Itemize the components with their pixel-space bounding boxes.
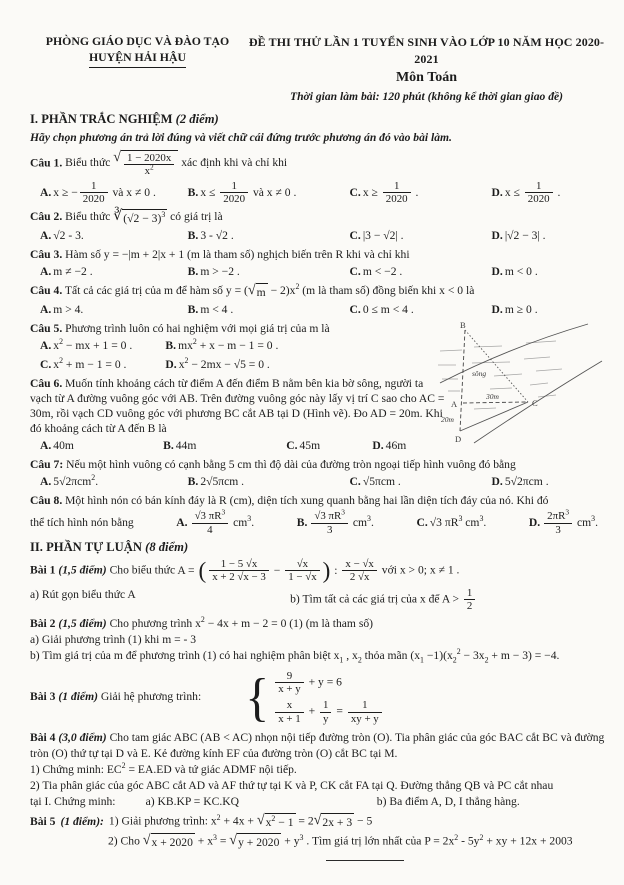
option-1B — [188, 180, 350, 206]
option-letter: D. — [491, 475, 503, 489]
problem-2-label: Bài 2 — [30, 616, 56, 630]
figure-label-B: B — [460, 321, 466, 331]
question-2-text: Biểu thức ∛ $(√2 - 3)^3$ có giá trị là — [65, 210, 223, 223]
option-text: 5√2πcm . — [504, 475, 549, 489]
option-letter: B. — [187, 303, 199, 317]
question-8-label: Câu 8. — [30, 494, 63, 508]
questions-5-6-block — [30, 321, 608, 454]
option-text: 44m — [175, 439, 197, 453]
option-text: 3 - √2 . — [200, 228, 234, 242]
option-4D — [492, 302, 608, 318]
problem-4-item-2: 2) Tia phân giác của góc ABC cắt AD và AF thứ tự tại K và P, CK cắt FA tại Q. Đường thẳng QB và PC cắt nhau — [30, 778, 554, 792]
problem-2 — [30, 616, 608, 664]
option-letter: D. — [491, 228, 503, 242]
problem-5-item-2: 2) Cho √ x + 2020 + $x^3$ = √ y + 2020 + $y^3$ . Tìm giá trị lớn nhất của $P = 2x^2 - 5y^2$ + xy + 12x + 2003 — [108, 833, 608, 851]
option-text: $x^2$ − mx + 1 = 0 . — [53, 337, 133, 353]
option-text: 5√2πcm$^2$. — [53, 473, 99, 489]
problem-2-statement — [30, 616, 608, 632]
problem-1-statement — [30, 558, 608, 584]
system-equation-1: $\frac{9}{x + y}$ + y = 6 — [273, 670, 384, 696]
figure-label-20m: 20m — [441, 415, 454, 425]
question-4-label: Câu 4. — [30, 284, 63, 298]
option-3D — [492, 264, 608, 280]
instruction-text: Hãy chọn phương án trả lời đúng và viết chữ cái đứng trước phương án đó vào bài làm. — [30, 130, 452, 144]
question-6-text: Muốn tính khoảng cách từ điểm A đến điểm B nằm bên kia bờ sông, người ta vạch từ A đường vuông góc với AB. Trên đường vuông góc này lấy vị trí C sao cho AC = 30m, rồi vạch CD vuông góc với phương BC cắt AB tại D (Hình vẽ). Đo AD = 20m. Khi đó khoảng cách từ A đến B là — [30, 377, 445, 436]
problem-2-part-a: a) Giải phương trình (1) khi m = - 3 — [30, 632, 197, 646]
option-5D — [165, 357, 398, 373]
end-of-exam-rule — [326, 860, 404, 861]
question-3-options — [40, 264, 608, 280]
option-text: $mx^2 + x - m - 1 = 0$ . — [178, 337, 279, 353]
option-7B — [188, 474, 350, 490]
option-text: m < 4 . — [200, 303, 234, 317]
option-6C — [286, 438, 372, 454]
option-1C — [350, 180, 492, 206]
option-text: $\frac{√3 \pi R^3}{4}$ $cm^3$. — [190, 516, 255, 529]
option-text: m > 4. — [53, 303, 84, 317]
problem-4 — [30, 730, 608, 810]
problem-5-line1 — [30, 813, 608, 831]
question-4-options — [40, 302, 608, 318]
option-letter: C. — [286, 439, 298, 453]
option-letter: C. — [40, 358, 52, 372]
question-3 — [30, 247, 608, 280]
problem-4-item-2-lead: tại I. Chứng minh: — [30, 794, 116, 808]
option-text: 46m — [385, 439, 407, 453]
option-8C — [417, 515, 487, 531]
option-letter: D. — [491, 303, 503, 317]
question-7-text: Nếu một hình vuông có cạnh bằng 5 cm thì độ dài của đường tròn ngoại tiếp hình vuông đó bằng — [66, 458, 516, 472]
exam-subject: Môn Toán — [395, 70, 458, 86]
problem-4-part-b: b) Ba điểm A, D, I thẳng hàng. — [376, 794, 520, 808]
option-text: x ≥ − $\frac{1}{2020}$ và x ≠ 0 . — [53, 179, 156, 206]
option-letter: B. — [187, 228, 199, 242]
question-4-stem — [30, 283, 608, 300]
river-figure — [438, 321, 606, 445]
exam-duration: Thời gian làm bài: 120 phút (không kể thời gian giao đề) — [289, 90, 563, 104]
option-letter: D. — [372, 439, 384, 453]
problem-5-item-1: 1) Giải phương trình: $x^2 + 4x$ + √ $x^2 - 1$ = 2 √ 2x + 3 − 5 — [109, 813, 372, 831]
option-text: √5πcm . — [362, 475, 401, 489]
option-6B — [163, 438, 286, 454]
option-3A — [40, 264, 188, 280]
question-8-stem — [30, 493, 608, 508]
option-text: m < −2 . — [362, 264, 403, 278]
question-3-stem — [30, 247, 608, 262]
problem-1-label: Bài 1 — [30, 563, 56, 577]
option-text: $\frac{2\pi R^3}{3}$ $cm^3$. — [542, 516, 598, 529]
option-4C — [350, 302, 492, 318]
option-5C — [40, 357, 165, 373]
question-2-options — [40, 228, 608, 244]
problem-1-part-b: b) Tìm tất cả các giá trị của x để A > $\frac{1}{2}$ — [290, 587, 608, 613]
option-text: $\frac{√3 \pi R^3}{3}$ $cm^3$. — [309, 516, 374, 529]
option-4B — [188, 302, 350, 318]
exam-title: ĐỀ THI THỬ LẦN 1 TUYỂN SINH VÀO LỚP 10 NĂM HỌC 2020-2021 — [248, 35, 605, 66]
question-1 — [30, 150, 608, 206]
problem-5 — [30, 813, 608, 851]
question-8-text: Một hình nón có bán kính đáy là R (cm), diện tích xung quanh bằng hai lần diện tích đáy của nó. Khi đó — [65, 494, 549, 508]
problem-4-statement — [30, 730, 608, 762]
line-B-D — [460, 330, 465, 431]
question-1-stem — [30, 150, 608, 178]
segment-D-C — [460, 402, 528, 431]
problem-3-label: Bài 3 — [30, 690, 56, 704]
section1-heading — [30, 111, 608, 128]
question-6-options — [40, 438, 450, 454]
option-text: √2 - 3. — [53, 228, 84, 242]
option-3B — [188, 264, 350, 280]
question-1-text: Biểu thức √ $\frac{1 - 2020x}{x^2}$ xác định khi và chỉ khi — [65, 156, 287, 169]
problem-1-points: (1,5 điểm) — [58, 563, 107, 577]
option-1A — [40, 180, 188, 206]
system-equations — [273, 667, 384, 728]
question-7-label: Câu 7: — [30, 458, 64, 472]
option-text: 2√5πcm . — [200, 475, 245, 489]
section1-points: (2 điểm) — [175, 112, 219, 127]
option-letter: D. — [491, 264, 503, 278]
question-1-options — [40, 180, 608, 206]
option-text: m ≠ −2 . — [53, 264, 93, 278]
problem-1 — [30, 558, 608, 613]
problem-2-part-b: b) Tìm giá trị của m để phương trình (1) có hai nghiệm phân biệt $x_1$ , $x_2$ thỏa mãn $(x_1 -1)(x_2^2 - 3x_2 + m - 3) = -4$. — [30, 647, 560, 665]
option-1D — [492, 180, 608, 206]
question-2 — [30, 209, 608, 244]
section2-heading — [30, 539, 608, 556]
question-5-label: Câu 5. — [30, 322, 63, 336]
question-2-label: Câu 2. — [30, 210, 63, 224]
district-name: HUYỆN HẢI HẬU — [89, 50, 186, 68]
question-3-label: Câu 3. — [30, 247, 63, 261]
option-2A — [40, 228, 188, 244]
problem-4-label: Bài 4 — [30, 731, 56, 745]
header — [30, 34, 608, 105]
header-right — [245, 34, 608, 105]
option-letter: A. — [176, 516, 188, 530]
option-text: x ≤ $\frac{1}{2020}$ . — [504, 179, 561, 206]
option-letter: C. — [349, 228, 361, 242]
question-7-options — [40, 474, 608, 490]
option-text: 45m — [299, 439, 321, 453]
option-8D — [528, 507, 598, 536]
option-letter: A. — [40, 303, 52, 317]
section2-title: II. PHẦN TỰ LUẬN — [30, 540, 142, 555]
problem-1-parts — [30, 587, 608, 613]
header-left — [30, 34, 245, 105]
option-text: x ≥ $\frac{1}{2020}$ . — [362, 179, 419, 206]
option-text: |3 − √2| . — [362, 228, 404, 242]
option-text: 40m — [53, 439, 74, 453]
question-6-stem — [30, 376, 446, 436]
problem-4-points: (3,0 điểm) — [58, 731, 107, 745]
option-5B — [165, 338, 398, 354]
option-text: m ≥ 0 . — [504, 303, 538, 317]
option-text: $x^2 - 2mx - √5 = 0$ . — [178, 356, 270, 372]
problem-3 — [30, 667, 608, 728]
option-letter: D. — [528, 516, 541, 530]
option-letter: A. — [40, 228, 52, 242]
option-3C — [350, 264, 492, 280]
option-letter: C. — [349, 185, 361, 199]
option-8B — [296, 507, 374, 536]
option-letter: A. — [40, 185, 52, 199]
problem-4-item-2-parts — [30, 794, 608, 810]
figure-label-C: C — [532, 398, 538, 409]
option-letter: B. — [296, 516, 308, 530]
option-text: m < 0 . — [504, 264, 538, 278]
option-letter: C. — [416, 516, 428, 530]
problem-1-formula: A = ( $\frac{1 - 5 √x}{x + 2 √x - 3}$ − $\frac{√x}{1 - √x}$ ) : $\frac{x - √x}{2 √x}$ — [177, 564, 379, 577]
question-5-options — [40, 338, 398, 373]
option-letter: A. — [40, 339, 52, 353]
problem-1-part-a: a) Rút gọn biểu thức A — [30, 587, 136, 601]
option-7A — [40, 474, 188, 490]
problem-2-intro: Cho phương trình $x^2 - 4x + m - 2 = 0$ (1) (m là tham số) — [109, 615, 373, 630]
option-text: √3 $\pi R^3$ $cm^3$. — [429, 514, 487, 530]
option-letter: A. — [40, 264, 52, 278]
problem-1-condition: với x > 0; x ≠ 1 . — [381, 563, 460, 577]
question-7-stem — [30, 457, 608, 472]
question-6-label: Câu 6. — [30, 377, 63, 391]
option-2D — [492, 228, 608, 244]
option-letter: A. — [40, 475, 52, 489]
option-letter: C. — [349, 475, 361, 489]
question-4 — [30, 283, 608, 318]
question-8-lead: thể tích hình nón bằng — [30, 516, 134, 530]
section2-points: (8 điểm) — [145, 540, 189, 555]
option-letter: C. — [349, 303, 361, 317]
option-7D — [492, 474, 608, 490]
option-2C — [350, 228, 492, 244]
option-letter: B. — [163, 439, 174, 453]
figure-label-river: sông — [472, 369, 487, 379]
river-bank-near — [474, 361, 602, 443]
option-6A — [40, 438, 163, 454]
option-letter: B. — [165, 339, 177, 353]
question-8-options — [30, 507, 608, 536]
segment-A-C — [463, 402, 526, 403]
section1-title: I. PHẦN TRẮC NGHIỆM — [30, 112, 173, 127]
option-letter: B. — [187, 185, 199, 199]
option-2B — [188, 228, 350, 244]
option-letter: B. — [187, 475, 199, 489]
problem-4-intro: Cho tam giác ABC (AB < AC) nhọn nội tiếp đường tròn (O). Tia phân giác của góc BAC cắt BC và đường tròn (O) thứ tự tại D và E. Kẻ đường kính EF của đường tròn (O) cắt BC tại M. — [30, 731, 605, 761]
question-8 — [30, 493, 608, 536]
question-2-stem — [30, 209, 608, 226]
problem-3-statement — [30, 689, 201, 705]
option-text: |√2 − 3| . — [504, 228, 546, 242]
question-4-text: Tất cả các giá trị của m để hàm số y = ( √ m − $2)x^2$ (m là tham số) đồng biến khi x < 0 là — [65, 284, 474, 297]
option-text: x ≤ $\frac{1}{2020}$ và x ≠ 0 . — [200, 179, 297, 206]
option-7C — [350, 474, 492, 490]
option-text: $x^2 + m - 1 = 0$ . — [53, 356, 127, 372]
problem-5-points: (1 điểm): — [60, 814, 104, 828]
figure-label-A: A — [451, 399, 458, 410]
problem-3-points: (1 điểm) — [58, 690, 98, 704]
question-1-label: Câu 1. — [30, 156, 63, 170]
equation-system — [245, 667, 384, 728]
option-text: m > −2 . — [200, 264, 240, 278]
option-5A — [40, 338, 165, 354]
figure-label-30m: 30m — [486, 392, 499, 402]
problem-4-item-1: 1) Chứng minh: $EC^2 = EA.ED$ và tứ giác ADMF nội tiếp. — [30, 761, 297, 776]
option-text: 0 ≤ m < 4 . — [362, 303, 414, 317]
option-4A — [40, 302, 188, 318]
system-brace: { — [245, 667, 270, 727]
figure-label-D: D — [455, 434, 462, 445]
problem-2-points: (1,5 điểm) — [58, 616, 107, 630]
option-8A — [176, 507, 255, 536]
problem-5-label: Bài 5 — [30, 814, 56, 828]
option-letter: D. — [491, 185, 503, 199]
problem-1-intro: Cho biểu thức — [109, 563, 176, 577]
question-7 — [30, 457, 608, 490]
river-bank-far — [440, 324, 588, 383]
question-3-text: Hàm số y = −|m + 2|x + 1 (m là tham số) nghịch biến trên R khi và chỉ khi — [65, 247, 410, 261]
option-letter: D. — [165, 358, 177, 372]
issuing-office: PHÒNG GIÁO DỤC VÀ ĐÀO TẠO — [45, 34, 230, 48]
system-equation-2: $\frac{x}{x + 1}$ + $\frac{1}{y}$ = $\frac{1}{xy + y}$ — [273, 699, 384, 725]
option-letter: B. — [187, 264, 199, 278]
question-5-text: Phương trình luôn có hai nghiệm với mọi giá trị của m là — [65, 322, 330, 336]
option-letter: C. — [349, 264, 361, 278]
problem-4-part-a: a) KB.KP = KC.KQ — [145, 794, 239, 808]
problem-3-intro: Giải hệ phương trình: — [100, 690, 202, 704]
option-letter: A. — [40, 439, 52, 453]
